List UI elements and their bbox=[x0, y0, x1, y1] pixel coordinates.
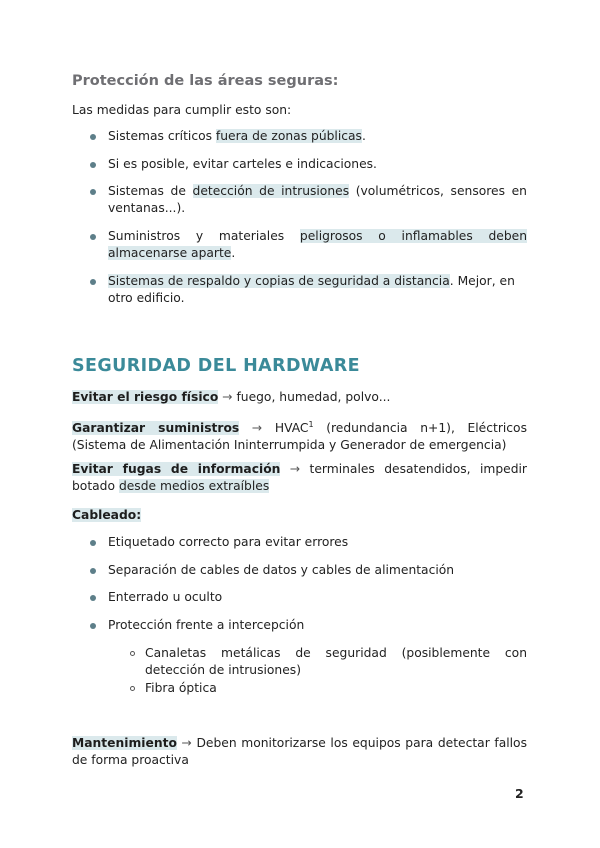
list-item: Si es posible, evitar carteles e indicaciones. bbox=[108, 157, 377, 171]
paragraph-mantenimiento: Mantenimiento → Deben monitorizarse los equipos para detectar fallos de forma proactiva bbox=[72, 736, 527, 767]
sub-list-item: Canaletas metálicas de seguridad (posiblemente con detección de intrusiones) bbox=[145, 646, 527, 677]
list-item: Sistemas de detección de intrusiones (volumétricos, sensores en ventanas...). bbox=[108, 184, 527, 215]
intro-text: Las medidas para cumplir esto son: bbox=[72, 103, 292, 117]
sub-list-item: Fibra óptica bbox=[145, 681, 217, 695]
bullet-dot bbox=[90, 234, 96, 240]
paragraph-suministros: Garantizar suministros → $HVAC^1$ (redundancia n+1), Eléctricos (Sistema de Alimentación Ininterrumpida y Generador de emergencia) bbox=[72, 420, 527, 453]
bullet-dot bbox=[90, 568, 96, 574]
bullet-dot bbox=[90, 189, 96, 195]
list-item: Enterrado u oculto bbox=[108, 590, 223, 604]
bullet-dot bbox=[90, 162, 96, 168]
bullet-dot bbox=[90, 595, 96, 601]
list-item: Separación de cables de datos y cables de alimentación bbox=[108, 563, 455, 577]
paragraph-fugas: Evitar fugas de información → terminales desatendidos, impedir botado desde medios extraíbles bbox=[72, 462, 527, 493]
page-number: 2 bbox=[515, 786, 524, 801]
paragraph-riesgo: Evitar el riesgo físico → fuego, humedad, polvo... bbox=[72, 390, 391, 404]
list-item: Protección frente a intercepción bbox=[108, 618, 305, 632]
list-item: Sistemas críticos fuera de zonas públicas. bbox=[108, 129, 366, 143]
sub-bullet-dot bbox=[130, 686, 135, 691]
section-heading-areas: Protección de las áreas seguras: bbox=[72, 73, 339, 89]
section-heading-hardware: SEGURIDAD DEL HARDWARE bbox=[72, 356, 361, 376]
list-item: Suministros y materiales peligrosos o inflamables deben almacenarse aparte. bbox=[108, 229, 527, 260]
list-item: Etiquetado correcto para evitar errores bbox=[108, 535, 349, 549]
list-item: Sistemas de respaldo y copias de seguridad a distancia. Mejor, en otro edificio. bbox=[108, 274, 515, 305]
bullet-dot bbox=[90, 279, 96, 285]
footnote-marker: 1 bbox=[308, 420, 314, 429]
paragraph-cableado: Cableado: bbox=[72, 508, 142, 522]
sub-bullet-dot bbox=[130, 651, 135, 656]
bullet-dot bbox=[90, 623, 96, 629]
bullet-dot bbox=[90, 134, 96, 140]
bullet-dot bbox=[90, 540, 96, 546]
